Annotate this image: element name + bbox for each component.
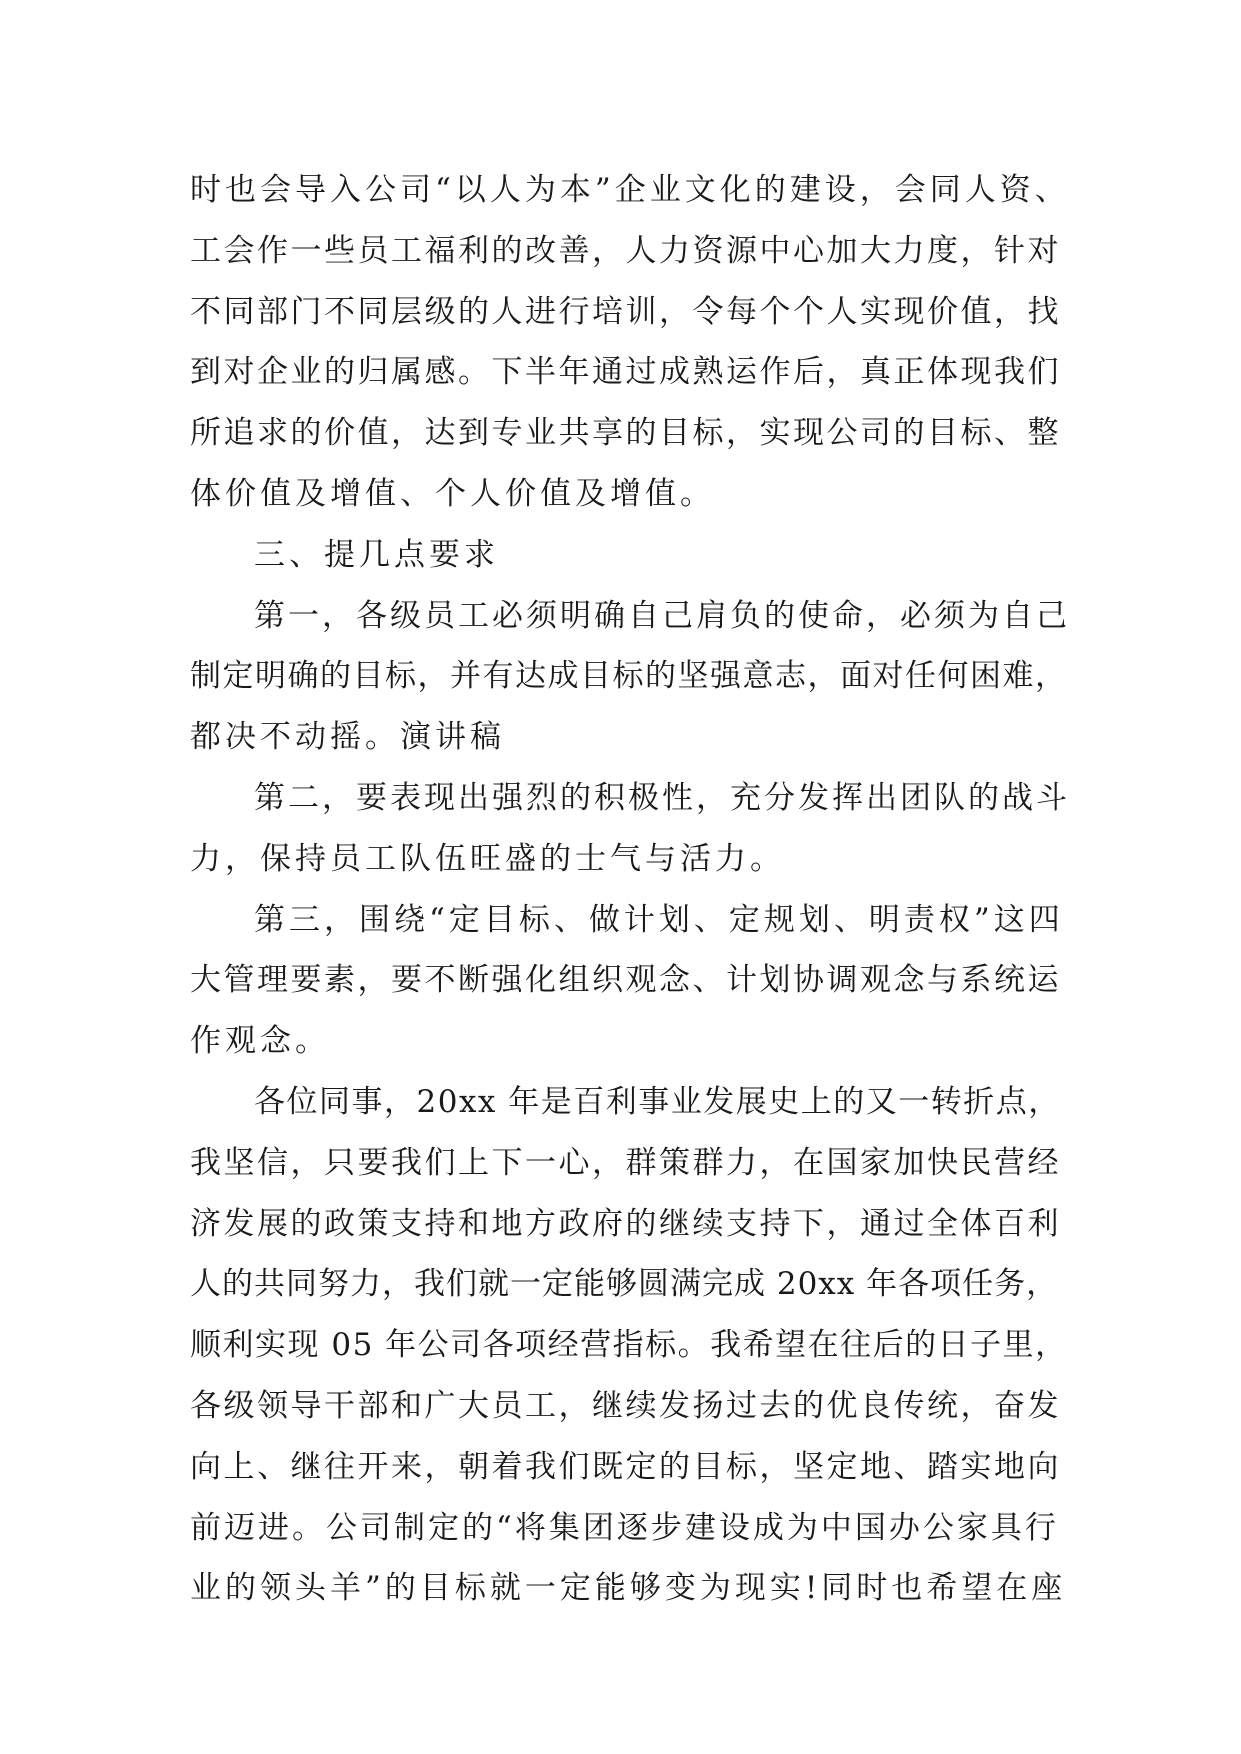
text-line: 第一，各级员工必须明确自己肩负的使命，必须为自己 (254, 597, 1070, 634)
text-line: 不同部门不同层级的人进行培训，令每个个人实现价值，找 (190, 293, 1061, 330)
text-line: 业的领头羊”的目标就一定能够变为现实!同时也希望在座 (190, 1570, 1067, 1607)
text-line: 各位同事，20xx 年是百利事业发展史上的又一转折点， (254, 1083, 1061, 1120)
text-line: 工会作一些员工福利的改善，人力资源中心加大力度，针对 (190, 232, 1061, 269)
text-line: 前迈进。公司制定的“将集团逐步建设成为中国办公家具行 (190, 1509, 1059, 1546)
text-line: 向上、继往开来，朝着我们既定的目标，坚定地、踏实地向 (190, 1448, 1061, 1485)
text-line: 体价值及增值、个人价值及增值。 (190, 475, 715, 512)
text-line: 我坚信，只要我们上下一心，群策群力，在国家加快民营经 (190, 1144, 1061, 1181)
text-line: 都决不动摇。演讲稿 (190, 719, 505, 756)
text-line: 第二，要表现出强烈的积极性，充分发挥出团队的战斗 (254, 779, 1070, 816)
text-line: 制定明确的目标，并有达成目标的坚强意志，面对任何困难， (190, 658, 1068, 695)
section-heading: 三、提几点要求 (254, 536, 499, 573)
text-line: 作观念。 (190, 1023, 330, 1060)
text-line: 各级领导干部和广大员工，继续发扬过去的优良传统，奋发 (190, 1387, 1061, 1424)
text-line: 顺利实现 05 年公司各项经营指标。我希望在往后的日子里， (190, 1327, 1068, 1364)
body-text (190, 160, 1070, 1619)
text-line: 到对企业的归属感。下半年通过成熟运作后，真正体现我们 (190, 354, 1061, 391)
text-line: 人的共同努力，我们就一定能够圆满完成 20xx 年各项任务， (190, 1266, 1059, 1303)
text-line: 第三，围绕“定目标、做计划、定规划、明责权”这四 (254, 901, 1064, 938)
text-line: 济发展的政策支持和地方政府的继续支持下，通过全体百利 (190, 1205, 1061, 1242)
text-line: 时也会导入公司“以人为本”企业文化的建设，会同人资、 (190, 172, 1070, 208)
text-line: 大管理要素，要不断强化组织观念、计划协调观念与系统运 (190, 962, 1061, 999)
text-line: 力，保持员工队伍旺盛的士气与活力。 (190, 840, 785, 877)
text-line: 所追求的价值，达到专业共享的目标，实现公司的目标、整 (190, 415, 1061, 452)
